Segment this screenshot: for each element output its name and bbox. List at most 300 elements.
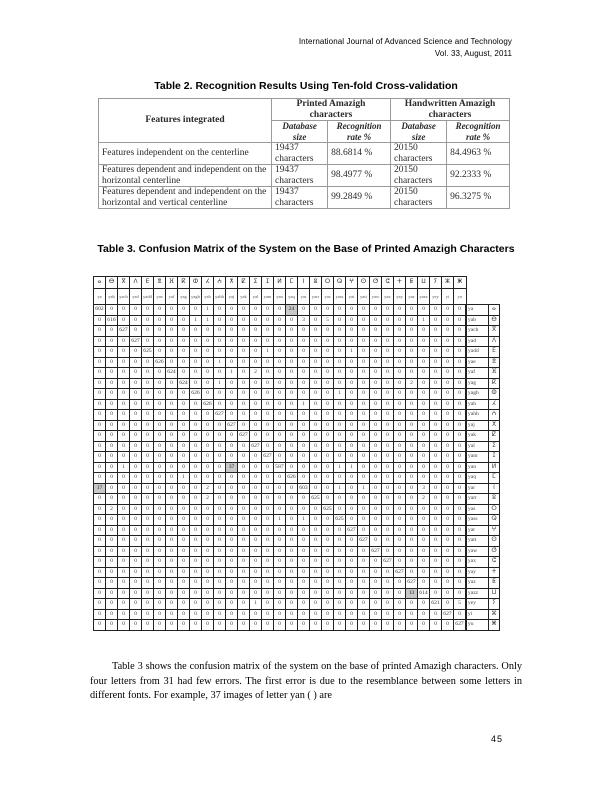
- matrix-cell: 0: [226, 609, 238, 620]
- matrix-cell: 0: [382, 546, 394, 557]
- matrix-cell: 0: [370, 483, 382, 494]
- matrix-cell: 0: [298, 326, 310, 337]
- matrix-row-glyph: ⵃ: [489, 399, 500, 410]
- matrix-cell: 0: [226, 326, 238, 337]
- matrix-cell: 0: [442, 599, 454, 610]
- matrix-cell: 0: [322, 410, 334, 421]
- matrix-cell: 0: [430, 557, 442, 568]
- matrix-diagonal-cell: 627: [214, 410, 226, 421]
- matrix-cell: 0: [322, 378, 334, 389]
- matrix-diagonal-cell: 614: [418, 588, 430, 599]
- matrix-cell: 0: [358, 599, 370, 610]
- matrix-cell: 0: [418, 389, 430, 400]
- matrix-cell: 0: [394, 357, 406, 368]
- matrix-cell: 0: [166, 410, 178, 421]
- matrix-cell: 0: [274, 420, 286, 431]
- matrix-cell: 0: [310, 578, 322, 589]
- matrix-cell: 0: [310, 473, 322, 484]
- matrix-cell: 0: [442, 546, 454, 557]
- matrix-cell: 0: [298, 494, 310, 505]
- matrix-cell: 0: [310, 399, 322, 410]
- matrix-row-glyph: ⵜ: [489, 567, 500, 578]
- matrix-cell: 0: [214, 609, 226, 620]
- matrix-cell: 0: [286, 326, 298, 337]
- matrix-cell: 0: [214, 473, 226, 484]
- matrix-cell: 0: [166, 326, 178, 337]
- table-row: [94, 305, 500, 316]
- matrix-cell: 0: [130, 578, 142, 589]
- matrix-cell: 0: [190, 546, 202, 557]
- matrix-cell: 0: [382, 315, 394, 326]
- table-row: [94, 315, 500, 326]
- matrix-col-label: yab: [106, 289, 118, 305]
- table-row: [94, 504, 500, 515]
- matrix-cell: 0: [214, 588, 226, 599]
- matrix-cell: 0: [142, 567, 154, 578]
- matrix-cell: 0: [406, 536, 418, 547]
- matrix-cell: 0: [250, 473, 262, 484]
- matrix-cell: 0: [370, 462, 382, 473]
- matrix-cell: 0: [406, 452, 418, 463]
- matrix-cell: 0: [154, 588, 166, 599]
- matrix-cell: 0: [346, 326, 358, 337]
- matrix-cell: 0: [106, 305, 118, 316]
- matrix-row-label: yas: [466, 504, 489, 515]
- matrix-cell: 0: [334, 326, 346, 337]
- matrix-cell: 0: [286, 515, 298, 526]
- matrix-cell: 0: [322, 431, 334, 442]
- matrix-cell: 0: [250, 494, 262, 505]
- matrix-row-glyph: ⵕ: [489, 515, 500, 526]
- matrix-cell: 0: [286, 347, 298, 358]
- matrix-cell: 0: [142, 546, 154, 557]
- matrix-cell: 0: [130, 452, 142, 463]
- matrix-cell: 0: [190, 441, 202, 452]
- matrix-cell: 0: [238, 525, 250, 536]
- matrix-cell: 0: [250, 326, 262, 337]
- matrix-diagonal-cell: 626: [202, 399, 214, 410]
- matrix-cell: 0: [94, 578, 106, 589]
- matrix-cell: 0: [394, 410, 406, 421]
- matrix-cell: 0: [262, 557, 274, 568]
- table-row: [94, 452, 500, 463]
- matrix-cell: 0: [154, 452, 166, 463]
- matrix-cell: 0: [226, 536, 238, 547]
- matrix-cell: 0: [94, 588, 106, 599]
- matrix-cell: 0: [118, 399, 130, 410]
- matrix-cell: 0: [238, 399, 250, 410]
- matrix-cell: 0: [118, 609, 130, 620]
- matrix-cell: 0: [430, 410, 442, 421]
- matrix-cell: 0: [262, 431, 274, 442]
- matrix-diagonal-cell: 624: [166, 368, 178, 379]
- matrix-col-label: yar: [298, 289, 310, 305]
- feature-cell: Features dependent and independent on the horizontal and vertical centerline: [99, 187, 272, 209]
- matrix-cell: 0: [382, 389, 394, 400]
- matrix-cell: 0: [166, 315, 178, 326]
- matrix-cell: 0: [94, 504, 106, 515]
- table2-caption: Table 2. Recognition Results Using Ten-fold Cross-validation: [154, 80, 458, 92]
- matrix-cell: 0: [154, 410, 166, 421]
- matrix-cell: 0: [142, 378, 154, 389]
- matrix-cell: 0: [226, 357, 238, 368]
- matrix-cell: 0: [334, 347, 346, 358]
- matrix-cell: 0: [298, 357, 310, 368]
- matrix-diagonal-cell: 603: [298, 483, 310, 494]
- handwritten-rate-cell: 92.2333 %: [447, 165, 510, 187]
- matrix-cell: 0: [358, 410, 370, 421]
- matrix-cell: 0: [166, 525, 178, 536]
- matrix-cell: 0: [322, 536, 334, 547]
- matrix-cell: 0: [118, 431, 130, 442]
- matrix-cell: 0: [118, 567, 130, 578]
- matrix-col-glyph: ⵙ: [358, 277, 370, 289]
- matrix-cell: 0: [382, 347, 394, 358]
- matrix-col-glyph: ⵏ: [298, 277, 310, 289]
- matrix-cell: 0: [382, 305, 394, 316]
- matrix-cell: 0: [262, 357, 274, 368]
- matrix-row-label: yu: [466, 620, 489, 631]
- matrix-cell: 0: [394, 588, 406, 599]
- matrix-cell: 0: [142, 410, 154, 421]
- matrix-row-glyph: ⵓ: [489, 494, 500, 505]
- matrix-row-label: yagh: [466, 389, 489, 400]
- matrix-cell: 0: [310, 431, 322, 442]
- matrix-cell: 0: [442, 420, 454, 431]
- matrix-cell: 0: [166, 389, 178, 400]
- matrix-cell: 0: [262, 473, 274, 484]
- matrix-cell: 0: [358, 494, 370, 505]
- matrix-cell: 0: [454, 378, 467, 389]
- matrix-row-label: yar: [466, 483, 489, 494]
- matrix-cell: 0: [370, 620, 382, 631]
- matrix-cell: 1: [250, 599, 262, 610]
- matrix-cell: 2: [202, 494, 214, 505]
- matrix-cell: 0: [334, 536, 346, 547]
- matrix-cell: 0: [118, 620, 130, 631]
- matrix-cell: 0: [298, 620, 310, 631]
- matrix-cell: 0: [358, 315, 370, 326]
- matrix-cell: 0: [418, 578, 430, 589]
- matrix-cell: 0: [250, 515, 262, 526]
- matrix-cell: 0: [454, 420, 467, 431]
- matrix-cell: 0: [370, 357, 382, 368]
- matrix-col-glyph: ⴻ: [154, 277, 166, 289]
- matrix-cell: 0: [94, 609, 106, 620]
- matrix-cell: 0: [382, 336, 394, 347]
- matrix-cell: 0: [346, 336, 358, 347]
- matrix-cell: 2: [406, 378, 418, 389]
- matrix-cell: 0: [154, 399, 166, 410]
- matrix-cell: 0: [94, 452, 106, 463]
- matrix-cell: 0: [334, 420, 346, 431]
- matrix-cell: 0: [274, 557, 286, 568]
- matrix-cell: 0: [154, 578, 166, 589]
- printed-rate-cell: 88.6814 %: [328, 143, 391, 165]
- matrix-cell: 0: [394, 515, 406, 526]
- matrix-cell: 1: [334, 483, 346, 494]
- matrix-cell: 0: [166, 494, 178, 505]
- matrix-cell: 0: [346, 410, 358, 421]
- matrix-cell: 0: [106, 483, 118, 494]
- matrix-cell: 5: [454, 599, 467, 610]
- matrix-cell: 0: [418, 420, 430, 431]
- matrix-cell: 0: [274, 483, 286, 494]
- matrix-cell: 0: [262, 326, 274, 337]
- matrix-cell: 0: [226, 483, 238, 494]
- matrix-cell: 0: [394, 599, 406, 610]
- matrix-cell: 0: [394, 609, 406, 620]
- feature-cell: Features independent on the centerline: [99, 143, 272, 165]
- matrix-cell: 0: [106, 420, 118, 431]
- matrix-col-label: yu: [454, 289, 467, 305]
- matrix-cell: 0: [142, 441, 154, 452]
- matrix-cell: 0: [142, 389, 154, 400]
- matrix-cell: 0: [202, 452, 214, 463]
- matrix-cell: 0: [358, 620, 370, 631]
- matrix-cell: 0: [382, 368, 394, 379]
- table-row: [94, 578, 500, 589]
- matrix-cell: 0: [142, 536, 154, 547]
- matrix-cell: 0: [454, 389, 467, 400]
- matrix-cell: 0: [334, 609, 346, 620]
- matrix-cell: 0: [130, 620, 142, 631]
- matrix-diagonal-cell: 626: [286, 473, 298, 484]
- matrix-cell: 0: [202, 431, 214, 442]
- table-row: [94, 525, 500, 536]
- matrix-cell: 0: [226, 410, 238, 421]
- matrix-cell: 0: [142, 588, 154, 599]
- matrix-cell: 0: [202, 504, 214, 515]
- matrix-row-glyph: ⵙ: [489, 536, 500, 547]
- matrix-cell: 0: [142, 399, 154, 410]
- matrix-cell: 0: [226, 504, 238, 515]
- matrix-cell: 0: [202, 347, 214, 358]
- matrix-col-label: ya: [94, 289, 106, 305]
- matrix-cell: 0: [226, 588, 238, 599]
- matrix-cell: 0: [442, 326, 454, 337]
- matrix-cell: 0: [118, 578, 130, 589]
- matrix-cell: 0: [250, 546, 262, 557]
- matrix-cell: 0: [118, 546, 130, 557]
- matrix-cell: 0: [286, 399, 298, 410]
- matrix-cell: 0: [238, 494, 250, 505]
- matrix-cell: 0: [418, 536, 430, 547]
- matrix-cell: 0: [286, 452, 298, 463]
- matrix-cell: 0: [454, 483, 467, 494]
- matrix-row-label: yax: [466, 557, 489, 568]
- matrix-cell: 0: [322, 578, 334, 589]
- matrix-cell: 0: [166, 578, 178, 589]
- matrix-cell: 0: [190, 378, 202, 389]
- matrix-diagonal-cell: 627: [118, 326, 130, 337]
- matrix-cell: 0: [142, 504, 154, 515]
- confusion-matrix: [93, 276, 500, 631]
- matrix-cell: 0: [142, 420, 154, 431]
- matrix-cell: 0: [190, 368, 202, 379]
- matrix-diagonal-cell: 602: [94, 305, 106, 316]
- matrix-cell: 0: [310, 389, 322, 400]
- matrix-cell: 0: [322, 494, 334, 505]
- matrix-cell: 0: [286, 567, 298, 578]
- matrix-cell: 0: [430, 368, 442, 379]
- matrix-cell: 0: [406, 473, 418, 484]
- matrix-cell: 0: [370, 399, 382, 410]
- matrix-cell: 0: [142, 525, 154, 536]
- matrix-cell: 1: [226, 368, 238, 379]
- matrix-cell: 0: [370, 578, 382, 589]
- matrix-cell: 0: [310, 557, 322, 568]
- matrix-cell: 0: [226, 378, 238, 389]
- matrix-cell: 0: [454, 578, 467, 589]
- matrix-cell: 0: [334, 305, 346, 316]
- matrix-row-glyph: ⴻ: [489, 357, 500, 368]
- matrix-cell: 0: [442, 525, 454, 536]
- matrix-cell: 0: [154, 378, 166, 389]
- matrix-cell: 0: [190, 347, 202, 358]
- table-row: [94, 473, 500, 484]
- matrix-col-glyph: ⵀ: [190, 277, 202, 289]
- matrix-cell: 0: [298, 525, 310, 536]
- matrix-cell: 0: [154, 599, 166, 610]
- matrix-cell: 0: [202, 546, 214, 557]
- matrix-cell: 0: [106, 567, 118, 578]
- matrix-cell: 0: [250, 609, 262, 620]
- matrix-col-glyph: ⵎ: [286, 277, 298, 289]
- matrix-cell: 0: [154, 462, 166, 473]
- matrix-cell: 0: [238, 473, 250, 484]
- matrix-cell: 0: [154, 546, 166, 557]
- matrix-cell: 0: [274, 347, 286, 358]
- matrix-col-label: yag: [178, 289, 190, 305]
- matrix-cell: 0: [106, 557, 118, 568]
- matrix-cell: 0: [262, 378, 274, 389]
- matrix-cell: 0: [166, 452, 178, 463]
- matrix-cell: 0: [142, 326, 154, 337]
- matrix-cell: 0: [250, 588, 262, 599]
- matrix-row-label: yag: [466, 378, 489, 389]
- matrix-cell: 0: [322, 399, 334, 410]
- matrix-diagonal-cell: 626: [190, 389, 202, 400]
- matrix-cell: 0: [334, 525, 346, 536]
- matrix-col-glyph: ⵡ: [418, 277, 430, 289]
- matrix-cell: 0: [382, 588, 394, 599]
- matrix-cell: 0: [298, 609, 310, 620]
- matrix-cell: 1: [262, 347, 274, 358]
- matrix-cell: 0: [358, 368, 370, 379]
- matrix-col-label: yazz: [418, 289, 430, 305]
- table3-caption: Table 3. Confusion Matrix of the System on the Base of Printed Amazigh Characters: [97, 243, 515, 255]
- matrix-cell: 0: [310, 536, 322, 547]
- matrix-cell: 0: [274, 452, 286, 463]
- matrix-cell: 0: [418, 305, 430, 316]
- matrix-cell: 0: [94, 515, 106, 526]
- matrix-cell: 0: [442, 441, 454, 452]
- matrix-cell: 0: [406, 567, 418, 578]
- matrix-cell: 0: [298, 347, 310, 358]
- matrix-diagonal-cell: 625: [310, 494, 322, 505]
- matrix-cell: 0: [214, 536, 226, 547]
- matrix-cell: 0: [286, 620, 298, 631]
- matrix-cell: 0: [358, 399, 370, 410]
- matrix-cell: 0: [106, 389, 118, 400]
- matrix-cell: 0: [118, 452, 130, 463]
- matrix-cell: 0: [358, 578, 370, 589]
- matrix-cell: 0: [238, 357, 250, 368]
- matrix-cell: 0: [130, 420, 142, 431]
- matrix-cell: 0: [382, 326, 394, 337]
- matrix-cell: 0: [154, 620, 166, 631]
- matrix-row-label: yaw: [466, 546, 489, 557]
- matrix-cell: 0: [106, 620, 118, 631]
- matrix-cell: 0: [358, 546, 370, 557]
- matrix-cell: 0: [202, 525, 214, 536]
- matrix-cell: 0: [430, 546, 442, 557]
- matrix-cell: 0: [214, 462, 226, 473]
- matrix-cell: 0: [250, 336, 262, 347]
- handwritten-rate-cell: 96.3275 %: [447, 187, 510, 209]
- matrix-cell: 0: [178, 567, 190, 578]
- matrix-row-label: yay: [466, 567, 489, 578]
- matrix-cell: 0: [406, 431, 418, 442]
- matrix-cell: 0: [238, 536, 250, 547]
- matrix-cell: 0: [178, 494, 190, 505]
- table-row: [94, 399, 500, 410]
- matrix-row-label: yaj: [466, 420, 489, 431]
- matrix-col-glyph: ⵊ: [262, 277, 274, 289]
- matrix-cell: 0: [238, 567, 250, 578]
- matrix-cell: 0: [154, 347, 166, 358]
- matrix-diagonal-cell: 627: [226, 420, 238, 431]
- printed-rate-cell: 98.4977 %: [328, 165, 391, 187]
- matrix-cell: 0: [394, 315, 406, 326]
- matrix-cell: 0: [454, 315, 467, 326]
- matrix-cell: 0: [130, 504, 142, 515]
- matrix-cell: 0: [334, 441, 346, 452]
- matrix-cell: 0: [142, 483, 154, 494]
- matrix-row-glyph: ⵖ: [489, 525, 500, 536]
- matrix-cell: 0: [454, 347, 467, 358]
- matrix-row-glyph: ⵥ: [489, 620, 500, 631]
- matrix-cell: 0: [178, 525, 190, 536]
- matrix-cell: 0: [190, 536, 202, 547]
- matrix-cell: 0: [442, 494, 454, 505]
- matrix-row-label: yass: [466, 515, 489, 526]
- matrix-cell: 0: [262, 578, 274, 589]
- matrix-cell: 0: [130, 515, 142, 526]
- matrix-cell: 0: [238, 389, 250, 400]
- matrix-cell: 0: [178, 347, 190, 358]
- matrix-cell: 0: [274, 378, 286, 389]
- matrix-cell: 0: [322, 567, 334, 578]
- table-row: [94, 557, 500, 568]
- matrix-cell: 0: [154, 420, 166, 431]
- matrix-row-label: yah: [466, 399, 489, 410]
- matrix-cell: 0: [334, 399, 346, 410]
- matrix-cell: 0: [298, 557, 310, 568]
- matrix-cell: 0: [166, 483, 178, 494]
- matrix-cell: 0: [286, 357, 298, 368]
- matrix-cell: 0: [262, 336, 274, 347]
- matrix-cell: 0: [154, 336, 166, 347]
- matrix-cell: 0: [262, 483, 274, 494]
- matrix-cell: 0: [418, 473, 430, 484]
- matrix-cell: 0: [310, 515, 322, 526]
- matrix-cell: 0: [358, 515, 370, 526]
- volume-date: Vol. 33, August, 2011: [434, 49, 512, 58]
- matrix-cell: 0: [358, 473, 370, 484]
- matrix-col-label: yadd: [142, 289, 154, 305]
